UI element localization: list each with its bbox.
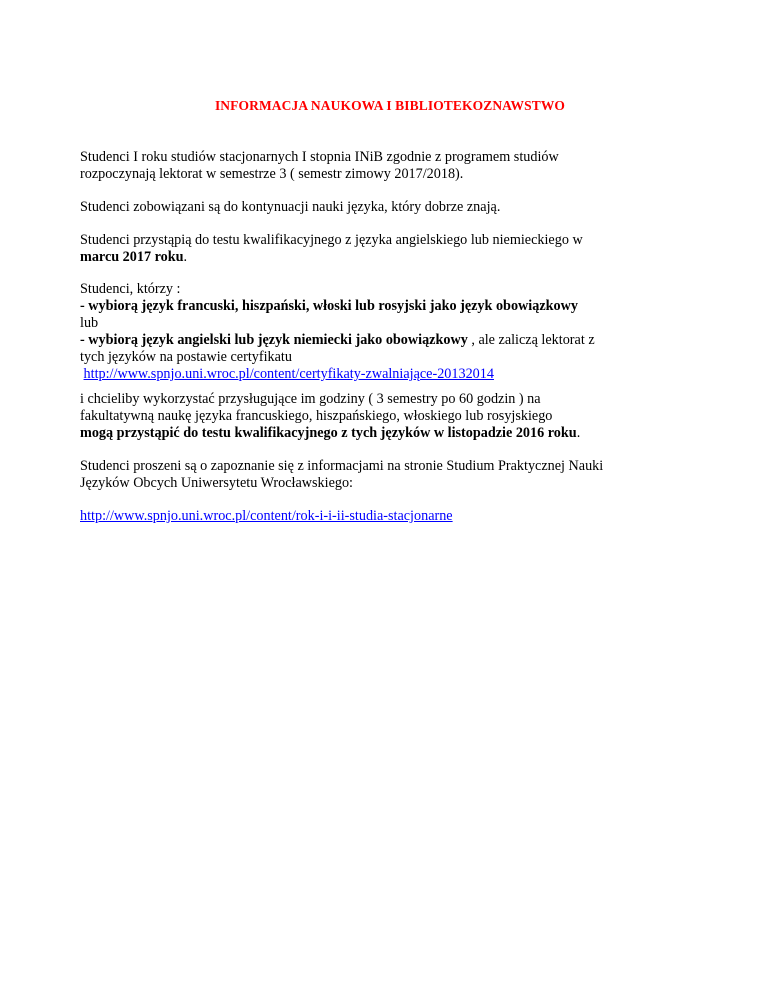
studia-stacjonarne-link[interactable]: http://www.spnjo.uni.wroc.pl/content/rok-i-i-ii-studia-stacjonarne [80, 508, 453, 524]
paragraph-line [80, 366, 700, 383]
paragraph-line: fakultatywną naukę języka francuskiego, hiszpańskiego, włoskiego lub rosyjskiego [80, 408, 553, 424]
sentence-end: . [576, 425, 581, 441]
test-november-bold: mogą przystąpić do testu kwalifikacyjnego z tych języków w listopadzie 2016 roku [80, 425, 577, 441]
paragraph-info-website [80, 458, 700, 492]
option-english-german-rest: , ale zaliczą lektorat z [467, 332, 595, 348]
paragraph-line: Języków Obcych Uniwersytetu Wrocławskiego: [80, 475, 353, 491]
paragraph-line [80, 332, 700, 349]
or-label: lub [80, 315, 99, 331]
paragraph-test-english-german [80, 232, 700, 266]
paragraph-line: Studenci proszeni są o zapoznanie się z informacjami na stronie Studium Praktycznej Nauki [80, 458, 604, 474]
paragraph-line: i chcieliby wykorzystać przysługujące im godziny ( 3 semestry po 60 godzin ) na [80, 391, 541, 407]
paragraph-line: Studenci I roku studiów stacjonarnych I stopnia INiB zgodnie z programem studiów [80, 149, 559, 165]
paragraph-line: rozpoczynają lektorat w semestrze 3 ( semestr zimowy 2017/2018). [80, 166, 464, 182]
paragraph-line [80, 425, 700, 442]
paragraph-line: Studenci, którzy : [80, 281, 181, 297]
test-date-bold: marcu 2017 roku [80, 249, 184, 265]
document-title: INFORMACJA NAUKOWA I BIBLIOTEKOZNAWSTWO [214, 98, 566, 113]
paragraph-optional-course [80, 391, 700, 442]
paragraph-continuation [80, 199, 700, 216]
paragraph-line [80, 249, 700, 266]
paragraph-line: Studenci przystąpią do testu kwalifikacyjnego z języka angielskiego lub niemieckiego w [80, 232, 583, 248]
paragraph-line: Studenci zobowiązani są do kontynuacji nauki języka, który dobrze znają. [80, 199, 501, 215]
paragraph-students-who [80, 281, 700, 383]
paragraph-line: tych języków na postawie certyfikatu [80, 349, 292, 365]
option-other-languages: - wybiorą język francuski, hiszpański, włoski lub rosyjski jako język obowiązkowy [80, 298, 578, 314]
paragraph-bottom-link [80, 508, 700, 525]
paragraph-line [80, 508, 700, 525]
option-english-german: - wybiorą język angielski lub język niemiecki jako obowiązkowy [80, 332, 468, 348]
sentence-end: . [183, 249, 188, 265]
certificate-link[interactable]: http://www.spnjo.uni.wroc.pl/content/certyfikaty-zwalniające-20132014 [83, 366, 494, 382]
paragraph-start-semester [80, 149, 700, 183]
